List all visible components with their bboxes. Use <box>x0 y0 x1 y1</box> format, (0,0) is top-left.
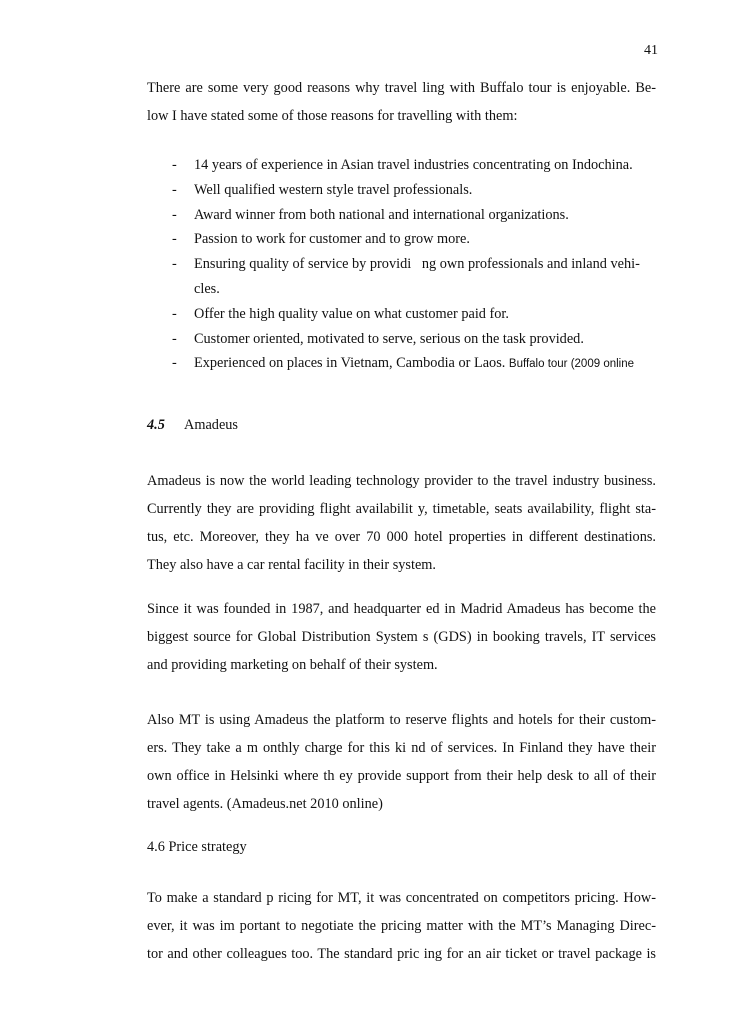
section-number: 4.5 <box>147 417 165 433</box>
text-line: To make a standard p ricing for MT, it was concentrated on competitors pricing. How- <box>147 890 656 906</box>
text-line: Currently they are providing flight availabilit y, timetable, seats availability, flight sta- <box>147 501 656 517</box>
amadeus-paragraph-1 <box>147 467 656 579</box>
text-line: ers. They take a m onthly charge for this ki nd of services. In Finland they have their <box>147 740 656 756</box>
section-title: 4.6 Price strategy <box>147 839 247 855</box>
list-item-text: Well qualified western style travel professionals. <box>194 181 473 198</box>
list-item <box>147 203 656 228</box>
price-paragraph <box>147 884 656 968</box>
list-item-continuation <box>147 277 656 302</box>
list-item <box>147 327 656 352</box>
list-item-text: Ensuring quality of service by providi ng own professionals and inland vehi- <box>194 256 640 273</box>
list-item <box>147 227 656 252</box>
text-line: They also have a car rental facility in their system. <box>147 557 437 573</box>
list-item-text: Award winner from both national and international organizations. <box>194 206 569 223</box>
text-line: Amadeus is now the world leading technology provider to the travel industry business. <box>147 473 656 489</box>
list-item <box>147 252 656 277</box>
text-line: own office in Helsinki where th ey provide support from their help desk to all of their <box>147 768 656 784</box>
list-item <box>147 178 656 203</box>
bullet-dash: - <box>172 157 177 173</box>
list-item <box>147 153 656 178</box>
amadeus-paragraph-2 <box>147 595 656 679</box>
list-item-text: Passion to work for customer and to grow more. <box>194 231 470 248</box>
list-item-text: Experienced on places in Vietnam, Cambodia or Laos. <box>194 355 506 372</box>
bullet-dash: - <box>172 231 177 248</box>
text-line: ever, it was im portant to negotiate the pricing matter with the MT’s Managing Direc- <box>147 918 656 934</box>
citation: Buffalo tour (2009 online <box>508 358 635 371</box>
bullet-dash: - <box>172 181 177 198</box>
bullet-dash: - <box>172 206 177 223</box>
list-item-text: Customer oriented, motivated to serve, serious on the task provided. <box>194 330 584 347</box>
text-line: tor and other colleagues too. The standard pric ing for an air ticket or travel package is <box>147 946 656 962</box>
text-line: travel agents. (Amadeus.net 2010 online) <box>147 796 383 812</box>
text-line: There are some very good reasons why travel ling with Buffalo tour is enjoyable. Be- <box>147 80 656 96</box>
list-item <box>147 351 656 376</box>
list-item-text-group <box>194 351 634 377</box>
list-item-text: cles. <box>194 280 220 297</box>
section-heading <box>147 837 247 857</box>
list-item-text: 14 years of experience in Asian travel industries concentrating on Indochina. <box>194 157 633 173</box>
text-line: tus, etc. Moreover, they ha ve over 70 000 hotel properties in different destinations. <box>147 529 656 545</box>
page-number: 41 <box>644 43 658 58</box>
text-line: Also MT is using Amadeus the platform to reserve flights and hotels for their custom- <box>147 712 656 728</box>
list-item <box>147 302 656 327</box>
intro-paragraph <box>147 74 656 130</box>
text-line: low I have stated some of those reasons for travelling with them: <box>147 108 518 124</box>
mt-paragraph <box>147 706 656 818</box>
text-line: biggest source for Global Distribution System s (GDS) in booking travels, IT services <box>147 629 656 645</box>
section-heading <box>147 415 238 435</box>
bullet-dash: - <box>172 256 177 273</box>
bullet-dash: - <box>172 330 177 347</box>
list-item-text: Offer the high quality value on what customer paid for. <box>194 305 509 322</box>
section-title: Amadeus <box>184 417 238 433</box>
bullet-dash: - <box>172 305 177 322</box>
reasons-list <box>147 153 656 376</box>
text-line: and providing marketing on behalf of their system. <box>147 657 438 673</box>
text-line: Since it was founded in 1987, and headquarter ed in Madrid Amadeus has become the <box>147 601 656 617</box>
bullet-dash: - <box>172 355 177 372</box>
